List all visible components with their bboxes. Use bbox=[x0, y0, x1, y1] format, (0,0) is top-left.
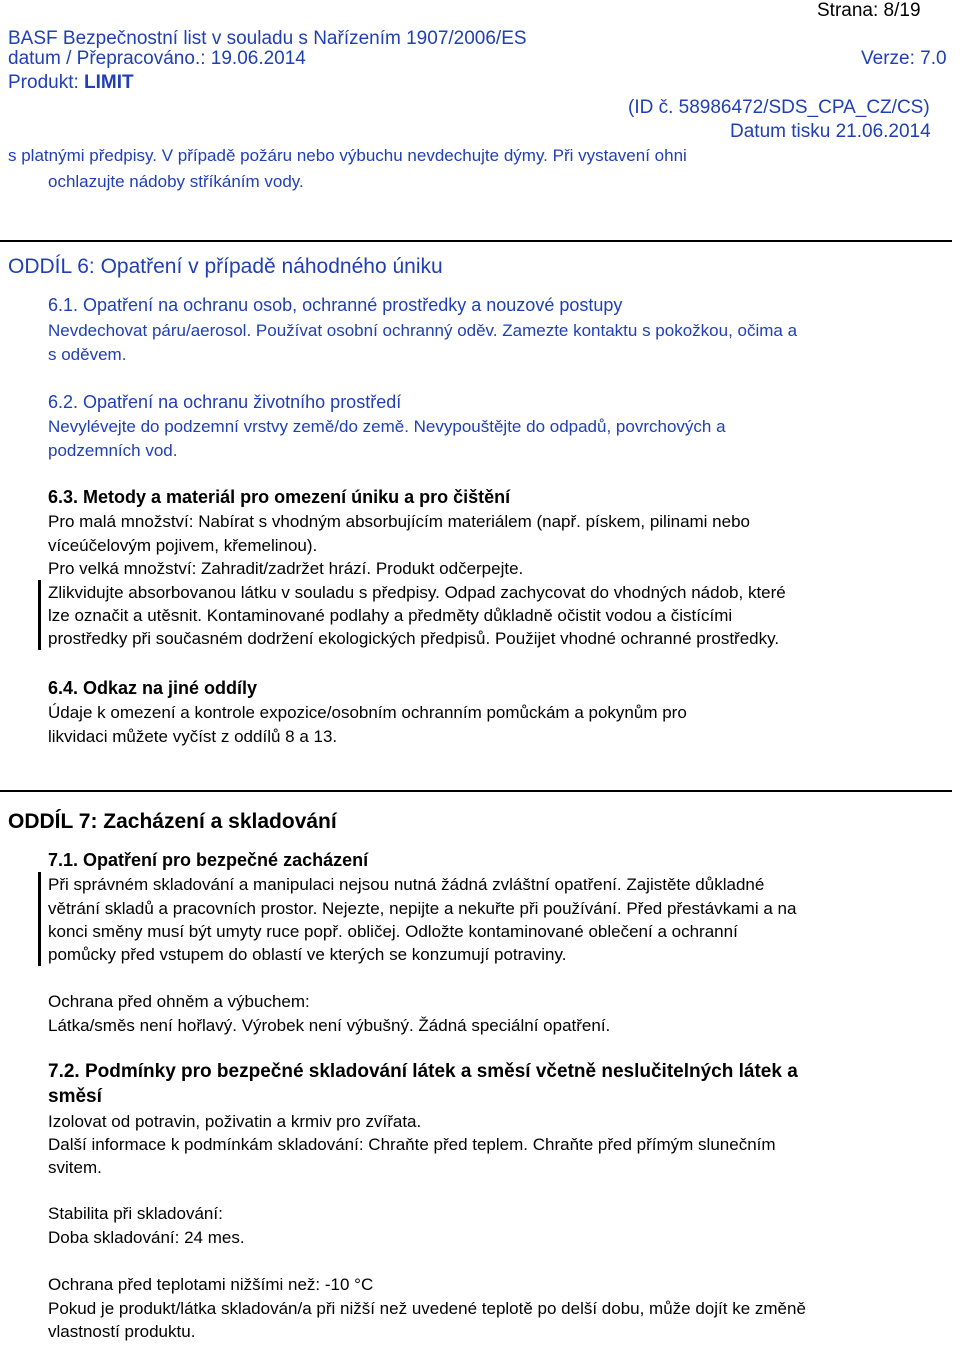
section-6-3-title: 6.3. Metody a materiál pro omezení úniku a pro čištění bbox=[48, 487, 511, 507]
print-date: Datum tisku 21.06.2014 bbox=[730, 121, 931, 142]
section-6-1-line: Nevdechovat páru/aerosol. Používat osobní ochranný oděv. Zamezte kontaktu s pokožkou, očima a bbox=[48, 321, 798, 340]
page-number: Strana: 8/19 bbox=[817, 0, 921, 21]
section-6-2-line: podzemních vod. bbox=[48, 441, 178, 460]
low-temperature-line: Pokud je produkt/látka skladován/a při nižší než uvedené teplotě po delší dobu, může dojít ke změně bbox=[48, 1299, 806, 1318]
section-7-2-title: 7.2. Podmínky pro bezpečné skladování látek a směsí včetně neslučitelných látek a bbox=[48, 1061, 798, 1082]
section-6-1-title: 6.1. Opatření na ochranu osob, ochranné prostředky a nouzové postupy bbox=[48, 295, 623, 315]
section-6-1-line: s oděvem. bbox=[48, 345, 127, 364]
document-id: (ID č. 58986472/SDS_CPA_CZ/CS) bbox=[628, 97, 930, 118]
section-6-4-title: 6.4. Odkaz na jiné oddíly bbox=[48, 678, 258, 698]
section-6-divider bbox=[0, 240, 952, 242]
section-7-1-line: Při správném skladování a manipulaci nejsou nutná žádná zvláštní opatření. Zajistěte důkladné bbox=[48, 875, 765, 894]
change-bar bbox=[38, 872, 41, 966]
section-6-title: ODDÍL 6: Opatření v případě náhodného úniku bbox=[8, 255, 443, 278]
section-6-4-line: likvidaci můžete vyčíst z oddílů 8 a 13. bbox=[48, 727, 338, 746]
storage-stability-label: Stabilita při skladování: bbox=[48, 1204, 223, 1223]
section-7-1-title: 7.1. Opatření pro bezpečné zacházení bbox=[48, 850, 369, 870]
storage-stability-text: Doba skladování: 24 mes. bbox=[48, 1228, 245, 1247]
revision-date: datum / Přepracováno.: 19.06.2014 bbox=[8, 48, 306, 69]
document-title: BASF Bezpečnostní list v souladu s Nařízením 1907/2006/ES bbox=[8, 28, 527, 49]
continuation-line-1: s platnými předpisy. V případě požáru nebo výbuchu nevdechujte dýmy. Při vystavení ohni bbox=[8, 146, 687, 165]
product-label: Produkt: bbox=[8, 72, 79, 93]
section-7-2-line: Další informace k podmínkám skladování: Chraňte před teplem. Chraňte před přímým slunečním bbox=[48, 1135, 776, 1154]
section-7-1-line: větrání skladů a pracovních prostor. Nejezte, nepijte a nekuřte při používání. Před přestávkami a na bbox=[48, 899, 797, 918]
section-7-2-line: svitem. bbox=[48, 1158, 102, 1177]
section-6-3-line: prostředky při současném dodržení ekologických předpisů. Použijet vhodné ochranné prostředky. bbox=[48, 629, 780, 648]
product-line bbox=[8, 72, 134, 94]
section-7-2-title-cont: směsí bbox=[48, 1086, 102, 1107]
section-6-3-line: lze označit a utěsnit. Kontaminované podlahy a předměty důkladně očistit vodou a čistícími bbox=[48, 606, 733, 625]
section-6-2-line: Nevylévejte do podzemní vrstvy země/do země. Nevypouštějte do odpadů, povrchových a bbox=[48, 417, 726, 436]
section-6-4-line: Údaje k omezení a kontrole expozice/osobním ochranním pomůckám a pokynům pro bbox=[48, 703, 687, 722]
section-6-3-line: Zlikvidujte absorbovanou látku v souladu s předpisy. Odpad zachycovat do vhodných nádob, které bbox=[48, 583, 786, 602]
section-6-3-line: Pro malá množství: Nabírat s vhodným absorbujícím materiálem (např. pískem, pilinami nebo bbox=[48, 512, 750, 531]
continuation-line-2: ochlazujte nádoby stříkáním vody. bbox=[48, 172, 304, 191]
fire-protection-text: Látka/směs není hořlavý. Výrobek není výbušný. Žádná speciální opatření. bbox=[48, 1016, 611, 1035]
change-bar bbox=[38, 580, 41, 650]
section-7-2-line: Izolovat od potravin, poživatin a krmiv pro zvířata. bbox=[48, 1112, 422, 1131]
low-temperature-line: vlastností produktu. bbox=[48, 1322, 196, 1341]
version: Verze: 7.0 bbox=[861, 48, 947, 69]
section-7-1-line: konci směny musí být umyty ruce popř. obličej. Odložte kontaminované oblečení a ochranní bbox=[48, 922, 738, 941]
section-7-1-line: pomůcky před vstupem do oblastí ve kterých se konzumují potraviny. bbox=[48, 945, 567, 964]
section-7-title: ODDÍL 7: Zacházení a skladování bbox=[8, 810, 337, 833]
section-7-divider bbox=[0, 790, 952, 792]
low-temperature-label: Ochrana před teplotami nižšími než: -10 °C bbox=[48, 1275, 374, 1294]
section-6-2-title: 6.2. Opatření na ochranu životního prostředí bbox=[48, 392, 402, 412]
section-6-3-line: víceúčelovým pojivem, křemelinou). bbox=[48, 536, 318, 555]
fire-protection-label: Ochrana před ohněm a výbuchem: bbox=[48, 992, 310, 1011]
section-6-3-line: Pro velká množství: Zahradit/zadržet hrází. Produkt odčerpejte. bbox=[48, 559, 524, 578]
product-name: LIMIT bbox=[84, 72, 134, 93]
